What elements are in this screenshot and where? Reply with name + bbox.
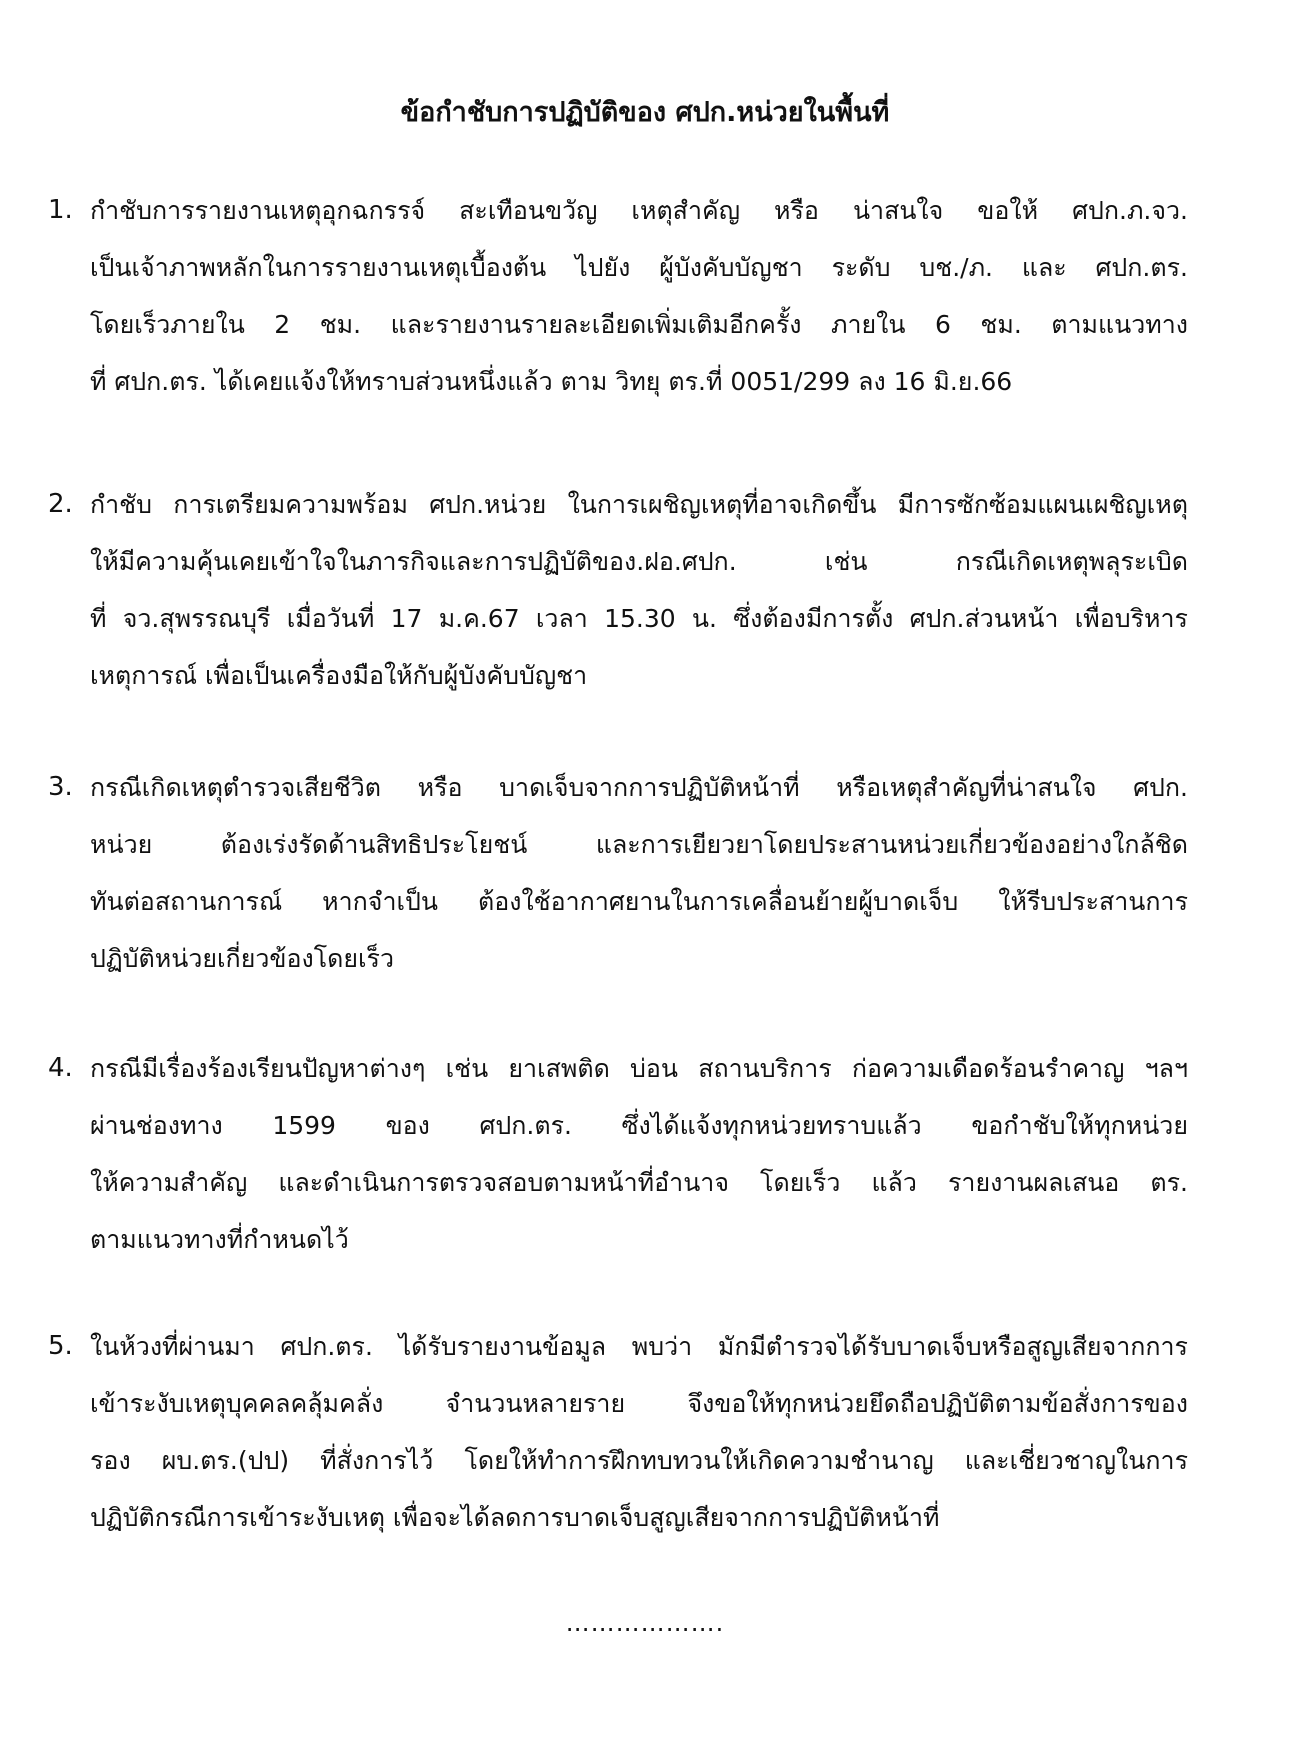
list-item-2 bbox=[48, 476, 1188, 704]
item-line: ที่ จว.สุพรรณบุรี เมื่อวันที่ 17 ม.ค.67 เวลา 15.30 น. ซึ่งต้องมีการตั้ง ศปก.ส่วนหน้า เพื่อบริหาร bbox=[90, 604, 1188, 633]
item-line: ที่ ศปก.ตร. ได้เคยแจ้งให้ทราบส่วนหนึ่งแล้ว ตาม วิทยุ ตร.ที่ 0051/299 ลง 16 มิ.ย.66 bbox=[90, 367, 1013, 396]
list-item-5 bbox=[48, 1318, 1188, 1546]
end-of-document-mark: ………………. bbox=[565, 1609, 725, 1637]
item-line: กรณีเกิดเหตุตำรวจเสียชีวิต หรือ บาดเจ็บจากการปฏิบัติหน้าที่ หรือเหตุสำคัญที่น่าสนใจ ศปก. bbox=[90, 773, 1188, 802]
item-line: ปฏิบัติกรณีการเข้าระงับเหตุ เพื่อจะได้ลดการบาดเจ็บสูญเสียจากการปฏิบัติหน้าที่ bbox=[90, 1503, 940, 1532]
item-line: เหตุการณ์ เพื่อเป็นเครื่องมือให้กับผู้บังคับบัญชา bbox=[90, 661, 588, 690]
list-item-3 bbox=[48, 759, 1188, 987]
item-line: กรณีมีเรื่องร้องเรียนปัญหาต่างๆ เช่น ยาเสพติด บ่อน สถานบริการ ก่อความเดือดร้อนรำคาญ ฯลฯ bbox=[90, 1054, 1188, 1083]
item-line: ให้ความสำคัญ และดำเนินการตรวจสอบตามหน้าที่อำนาจ โดยเร็ว แล้ว รายงานผลเสนอ ตร. bbox=[90, 1168, 1188, 1197]
item-number: 3. bbox=[48, 772, 73, 802]
item-line: ในห้วงที่ผ่านมา ศปก.ตร. ได้รับรายงานข้อมูล พบว่า มักมีตำรวจได้รับบาดเจ็บหรือสูญเสียจากการ bbox=[90, 1332, 1188, 1361]
item-line: รอง ผบ.ตร.(ปป) ที่สั่งการไว้ โดยให้ทำการฝึกทบทวนให้เกิดความชำนาญ และเชี่ยวชาญในการ bbox=[90, 1446, 1188, 1475]
item-line: ทันต่อสถานการณ์ หากจำเป็น ต้องใช้อากาศยานในการเคลื่อนย้ายผู้บาดเจ็บ ให้รีบประสานการ bbox=[90, 887, 1188, 916]
item-line: ผ่านช่องทาง 1599 ของ ศปก.ตร. ซึ่งได้แจ้งทุกหน่วยทราบแล้ว ขอกำชับให้ทุกหน่วย bbox=[90, 1111, 1188, 1140]
item-line: เป็นเจ้าภาพหลักในการรายงานเหตุเบื้องต้น ไปยัง ผู้บังคับบัญชา ระดับ บช./ภ. และ ศปก.ตร. bbox=[90, 253, 1188, 282]
item-line: ตามแนวทางที่กำหนดไว้ bbox=[90, 1225, 349, 1254]
item-line: หน่วย ต้องเร่งรัดด้านสิทธิประโยชน์ และการเยียวยาโดยประสานหน่วยเกี่ยวข้องอย่างใกล้ชิด bbox=[90, 830, 1188, 859]
item-line: โดยเร็วภายใน 2 ชม. และรายงานรายละเอียดเพิ่มเติมอีกครั้ง ภายใน 6 ชม. ตามแนวทาง bbox=[90, 310, 1188, 339]
document-title: ข้อกำชับการปฏิบัติของ ศปก.หน่วยในพื้นที่ bbox=[400, 97, 890, 128]
item-line: ให้มีความคุ้นเคยเข้าใจในภารกิจและการปฏิบัติของ.ฝอ.ศปก. เช่น กรณีเกิดเหตุพลุระเบิด bbox=[90, 547, 1188, 576]
list-item-4 bbox=[48, 1040, 1188, 1268]
item-number: 2. bbox=[48, 489, 73, 519]
item-line: กำชับ การเตรียมความพร้อม ศปก.หน่วย ในการเผชิญเหตุที่อาจเกิดขึ้น มีการซักซ้อมแผนเผชิญเหตุ bbox=[90, 490, 1188, 519]
item-line: เข้าระงับเหตุบุคคลคลุ้มคลั่ง จำนวนหลายราย จึงขอให้ทุกหน่วยยึดถือปฏิบัติตามข้อสั่งการของ bbox=[90, 1389, 1188, 1418]
item-line: ปฏิบัติหน่วยเกี่ยวข้องโดยเร็ว bbox=[90, 944, 395, 973]
item-number: 4. bbox=[48, 1053, 73, 1083]
item-number: 5. bbox=[48, 1331, 73, 1361]
list-item-1 bbox=[48, 182, 1188, 410]
item-number: 1. bbox=[48, 195, 73, 225]
item-line: กำชับการรายงานเหตุอุกฉกรรจ์ สะเทือนขวัญ เหตุสำคัญ หรือ น่าสนใจ ขอให้ ศปก.ภ.จว. bbox=[90, 196, 1188, 225]
